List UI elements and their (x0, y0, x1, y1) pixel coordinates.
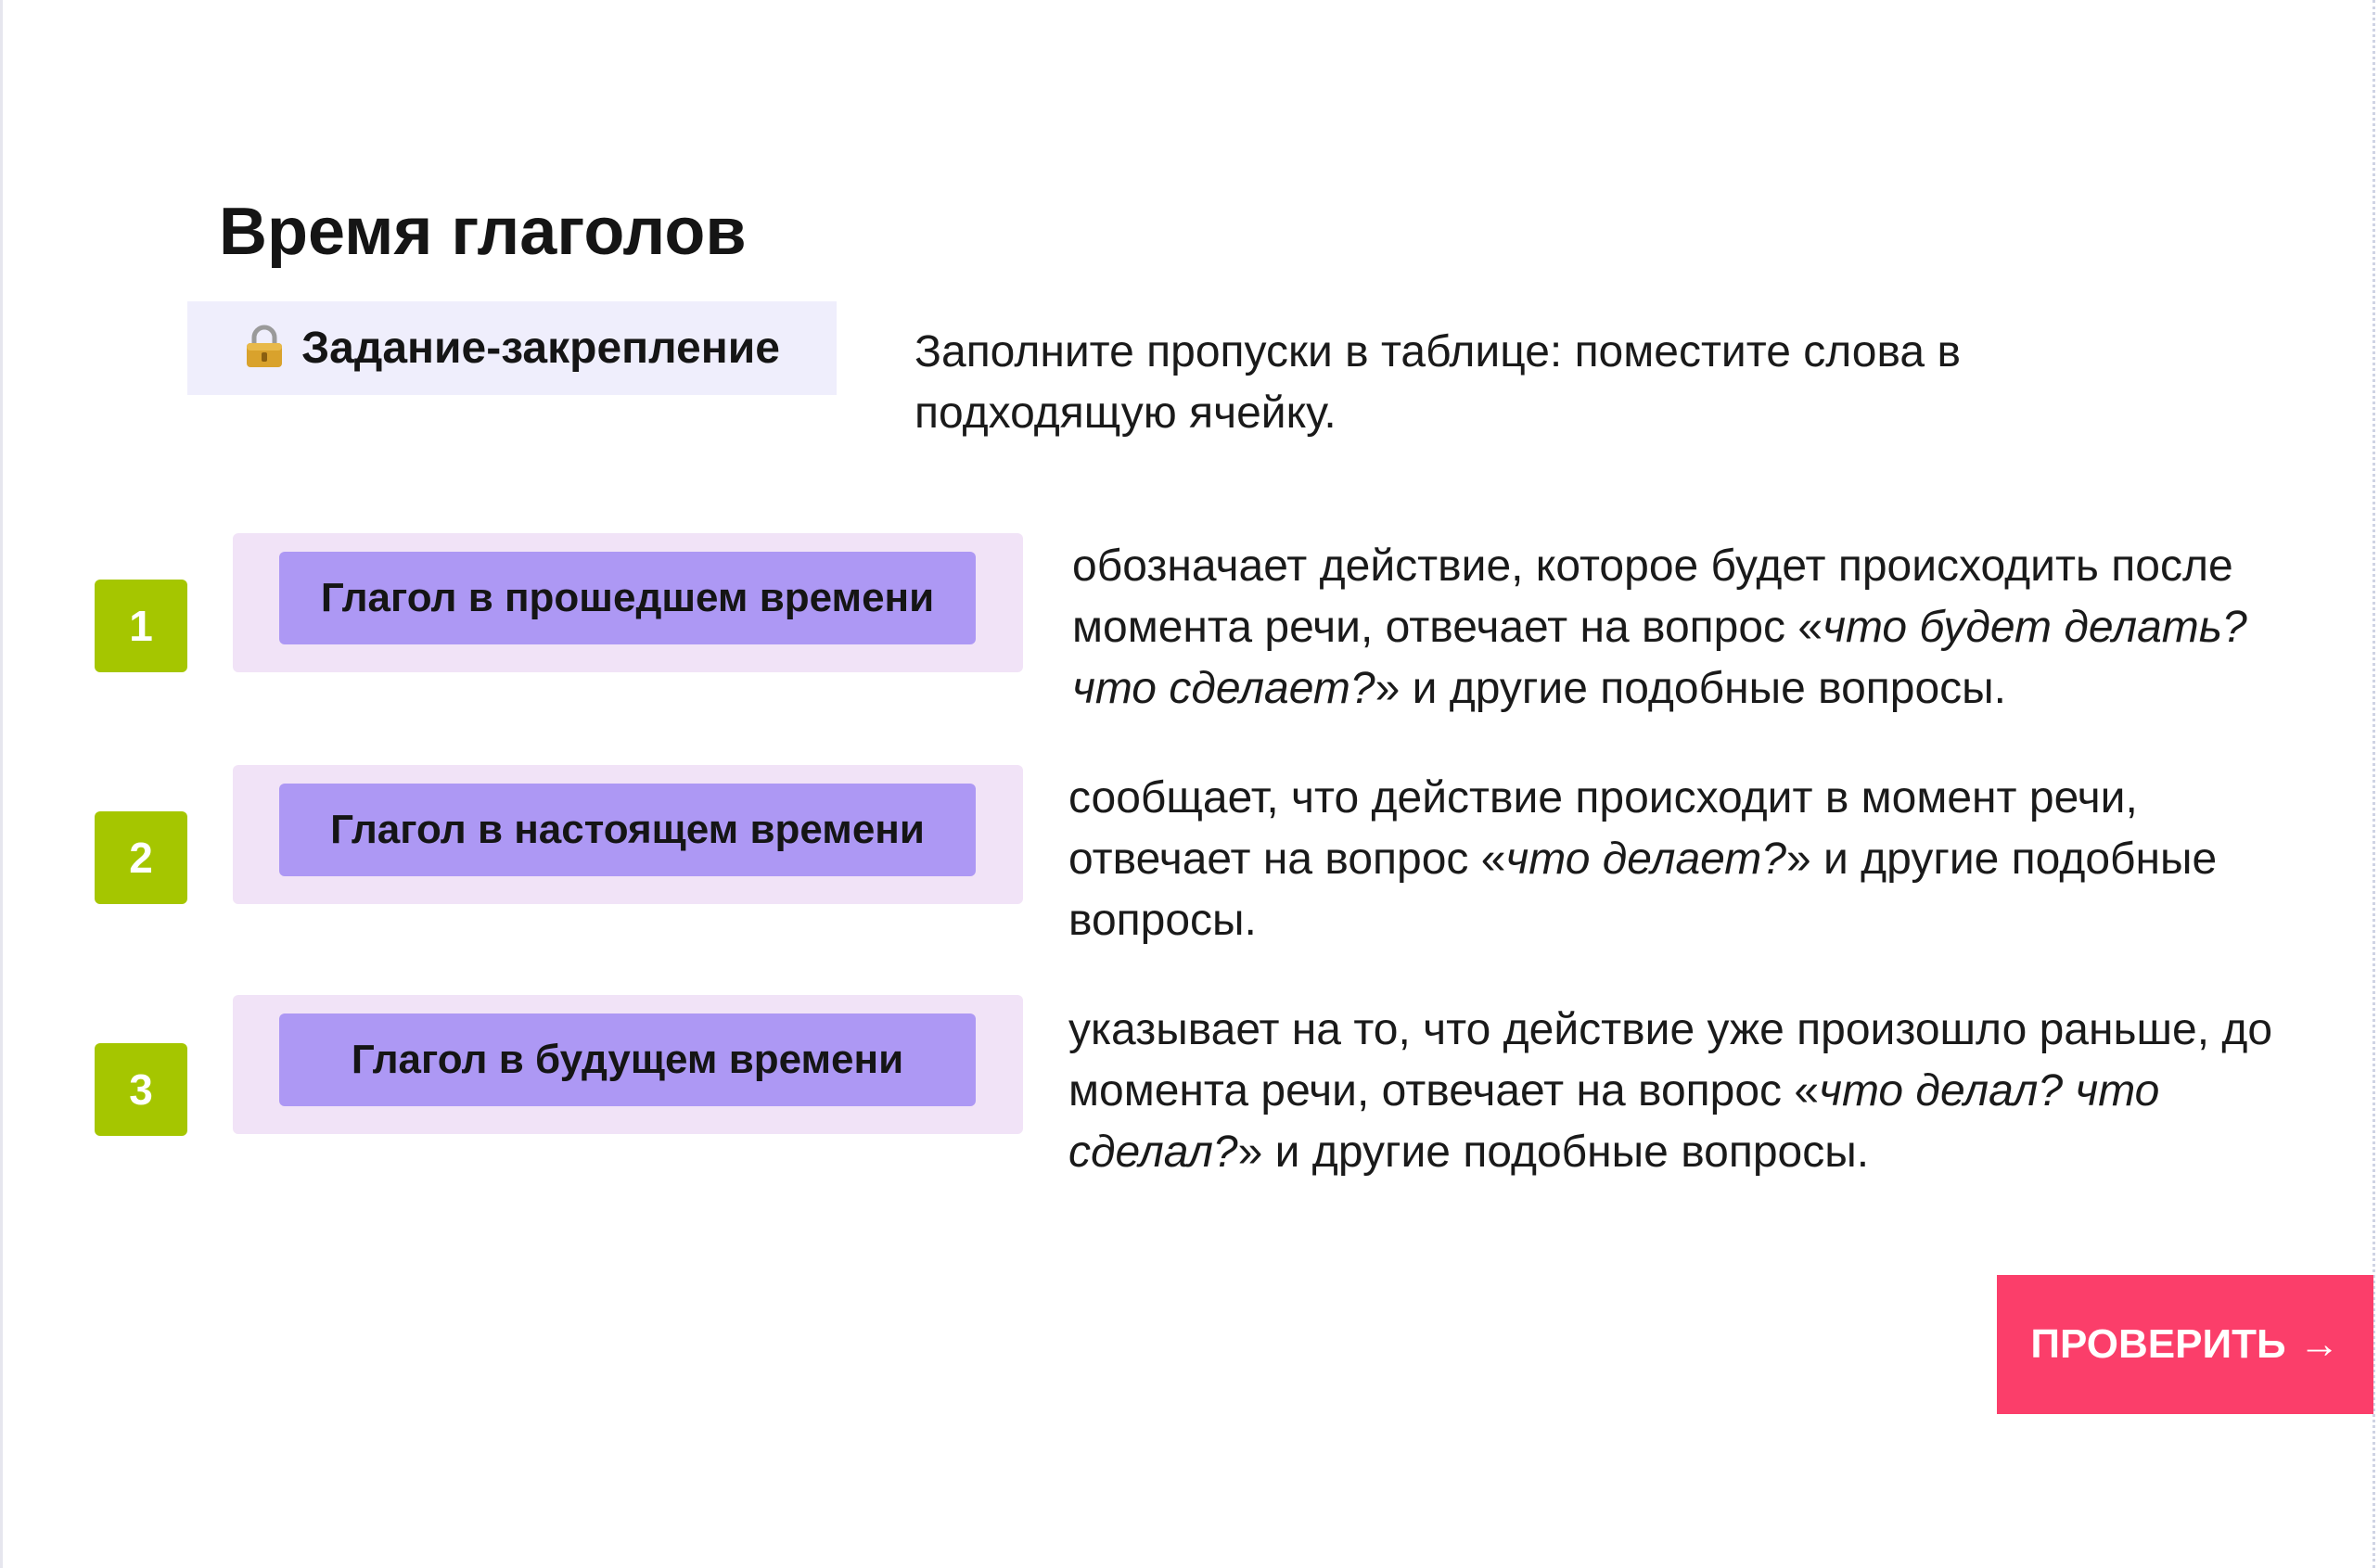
definition-text-plain: сообщает, что действие происходит в момент речи, отвечает на вопрос « (1068, 773, 2138, 884)
draggable-word-chip[interactable]: Глагол в настоящем времени (279, 784, 976, 876)
definition-text (1068, 768, 2274, 951)
definition-text-plain: указывает на то, что действие уже произошло раньше, до момента речи, отвечает на вопрос « (1068, 1005, 2273, 1115)
draggable-word-chip[interactable]: Глагол в будущем времени (279, 1013, 976, 1106)
row-number-badge: 1 (95, 580, 187, 672)
definition-question: что делает? (1505, 835, 1786, 884)
arrow-right-icon: → (2298, 1321, 2340, 1367)
definition-text (1072, 536, 2269, 720)
definition-question: что делал? что сделал? (1068, 1066, 2160, 1177)
row-number-badge: 2 (95, 811, 187, 904)
check-button-label: ПРОВЕРИТЬ (2030, 1321, 2286, 1367)
definition-text-plain: обозначает действие, которое будет происходить после момента речи, отвечает на вопрос « (1072, 542, 2233, 652)
definition-text (1068, 1000, 2283, 1183)
instruction-text: Заполните пропуски в таблице: поместите слова в подходящую ячейку. (915, 327, 1961, 438)
definition-question: что будет делать? что сделает? (1072, 603, 2247, 713)
task-badge (187, 301, 837, 395)
page-title: Время глаголов (219, 195, 747, 269)
definition-text-end: » и другие подобные вопросы. (1068, 835, 2218, 945)
drop-slot[interactable] (233, 533, 1023, 672)
task-badge-label: Задание-закрепление (301, 324, 780, 373)
definition-text-end: » и другие подобные вопросы. (1237, 1128, 1870, 1177)
definition-text-end: » и другие подобные вопросы. (1375, 664, 2006, 713)
lock-icon (244, 325, 285, 369)
draggable-word-chip[interactable]: Глагол в прошедшем времени (279, 552, 976, 644)
drop-slot[interactable] (233, 765, 1023, 904)
frame-edge-left (0, 0, 3, 1568)
check-button[interactable] (1997, 1275, 2373, 1414)
row-number-badge: 3 (95, 1043, 187, 1136)
drop-slot[interactable] (233, 995, 1023, 1134)
